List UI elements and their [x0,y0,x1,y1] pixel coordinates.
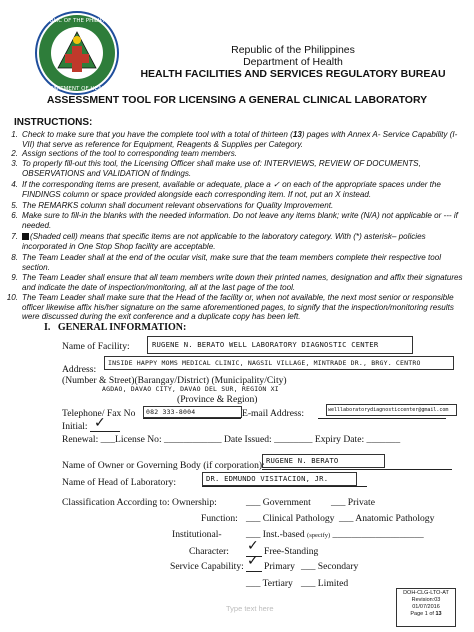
head-underline [202,486,367,487]
institutional-label: Institutional- [172,529,222,540]
form-date: 01/07/2016 [412,604,440,610]
free-standing-check-icon[interactable]: ✓ [247,538,259,554]
instruction-item-1: 1. Check to make sure that you have the complete tool with a total of thirteen (13) pages with Annex A- Service Capability (I-VII) that serve as reference for Equipment, Reagents & Supplies per Category. [11,130,458,149]
head-label: Name of Head of Laboratory: [62,477,177,488]
owner-field[interactable]: RUGENE N. BERATO [262,454,385,468]
doh-seal-logo [34,10,120,96]
instruction-item-7: 7. (Shaded cell) means that specific items are not applicable to the laboratory category. With (*) asterisk– policies incorporated in One Stop Shop facility are acceptable. [11,232,426,251]
svg-text:REPUBLIC OF THE PHILIPPINES: REPUBLIC OF THE PHILIPPINES [35,18,119,24]
option-government[interactable]: ___ Government [246,497,311,508]
shaded-cell-square-icon [22,233,29,240]
instruction-item-4: 4. If the corresponding items are present, available or adequate, place a ✓ on each of the appropriate spaces under the FINDINGS column or space provided alongside each corresponding item. If not, put an X instead. [11,180,441,199]
header-republic: Republic of the Philippines [231,44,355,56]
option-free-standing[interactable]: Free-Standing [264,546,319,557]
email-field[interactable]: welllaboratorydiagnosticcenter@gmail.com [326,404,457,416]
classification-label: Classification According to: Ownership: [62,497,217,508]
option-tertiary[interactable]: ___ Tertiary [246,578,293,589]
page-number: Page 1 of 13 [410,611,442,617]
head-field[interactable]: DR. EDMUNDO VISITACION, JR. [202,472,357,486]
instruction-item-3: 3. To properly fill-out this tool, the Licensing Officer shall make use of: INTERVIEWS, REVIEW OF DOCUMENTS, OBSERVATIONS and VALIDATION of findings. [11,159,421,178]
owner-underline [262,469,452,470]
telephone-label: Telephone/ Fax No [62,408,136,419]
address-field-city[interactable]: AGDAO, DAVAO CITY, DAVAO DEL SUR, REGION XI [102,385,279,393]
option-primary[interactable]: Primary [264,561,295,572]
form-code-box [396,588,456,627]
address-caption: (Number & Street)(Barangay/District) (Municipality/City) [62,375,287,386]
option-secondary[interactable]: ___ Secondary [301,561,359,572]
telephone-field[interactable]: 082 333-8004 [143,406,242,418]
primary-underline [246,571,262,572]
primary-check-icon[interactable]: ✓ [247,553,259,569]
option-clinical-pathology[interactable]: ___ Clinical Pathology [246,513,335,524]
form-code: DOH-CLG-LTO-AT [403,590,449,596]
type-text-here-placeholder[interactable]: Type text here [226,604,274,613]
facility-label: Name of Facility: [62,341,130,352]
instruction-item-10: 10. The Team Leader shall make sure that the Head of the facility or, when not available, the next most senior or responsible officer likewise affix his/her signature on the same aforementioned pages, to signify that the inspection/monitoring results were discussed during the exit conference and a duplicate copy has been left. [6,293,454,322]
svg-text:DEPARTMENT OF HEALTH: DEPARTMENT OF HEALTH [42,86,112,92]
instructions-heading: INSTRUCTIONS: [14,117,93,128]
instruction-item-6: 6. Make sure to fill-in the blanks with the needed information. Do not leave any items blank; write (N/A) not applicable or --- if needed. [11,211,458,230]
header-department: Department of Health [243,56,343,68]
service-capability-label: Service Capability: [170,561,244,572]
initial-label: Initial: [62,421,88,432]
address-field-street[interactable]: INSIDE HAPPY MOMS MEDICAL CLINIC, NAGSIL VILLAGE, MINTRADE DR., BRGY. CENTRO [104,356,454,370]
character-label: Character: [189,546,229,557]
email-underline [318,418,446,419]
initial-underline [90,431,120,432]
option-inst-based[interactable]: ___ Inst.-based (specify) ___________________ [246,529,424,540]
instruction-item-2: 2. Assign sections of the tool to corresponding team members. [11,149,238,158]
header-bureau: HEALTH FACILITIES AND SERVICES REGULATORY BUREAU [140,68,446,80]
telephone-underline [143,418,241,419]
instruction-item-5: 5. The REMARKS column shall document relevant observations for Quality Improvement. [11,201,334,210]
option-anatomic-pathology[interactable]: ___ Anatomic Pathology [339,513,435,524]
option-private[interactable]: ___ Private [331,497,375,508]
form-revision: Revision:03 [411,597,441,603]
address-label: Address: [62,364,97,375]
renewal-line: Renewal: ___License No: ____________ Date Issued: ________ Expiry Date: _______ [62,434,401,445]
section-heading: I. GENERAL INFORMATION: [44,322,187,333]
initial-check-icon[interactable]: ✓ [94,415,106,431]
instruction-item-8: 8. The Team Leader shall at the end of the ocular visit, make sure that the team members complete their respective tool section. [11,253,441,272]
email-label: E-mail Address: [242,408,305,419]
province-caption: (Province & Region) [177,394,258,405]
facility-field[interactable]: RUGENE N. BERATO WELL LABORATORY DIAGNOSTIC CENTER [147,336,413,354]
option-limited[interactable]: ___ Limited [301,578,349,589]
document-title: ASSESSMENT TOOL FOR LICENSING A GENERAL CLINICAL LABORATORY [46,94,428,106]
owner-label: Name of Owner or Governing Body (if corporation): [62,460,265,471]
function-label: Function: [201,513,238,524]
instruction-item-9: 9. The Team Leader shall ensure that all team members write down their printed names, designation and affix their signatures and indicate the date of inspection/monitoring, all at the last page of the tool. [11,273,463,292]
